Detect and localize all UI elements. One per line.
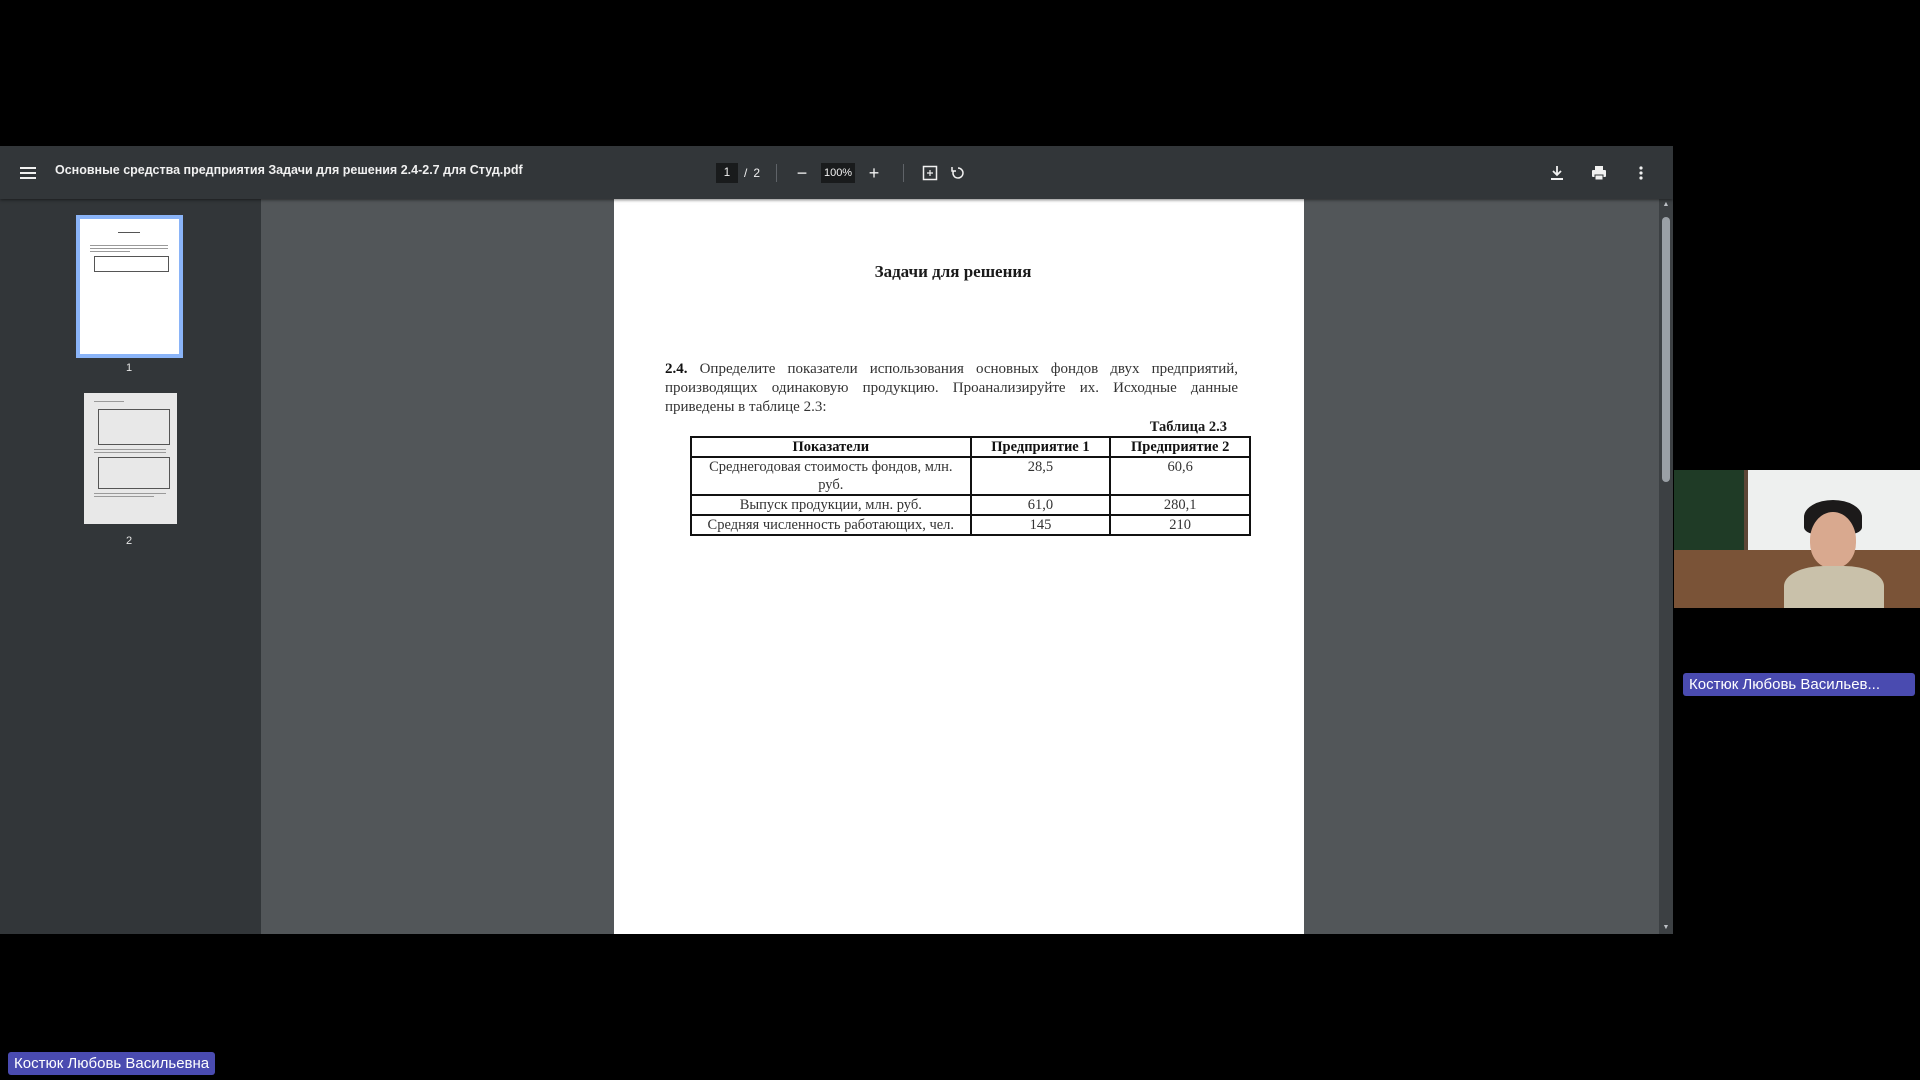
- thumb-text-line: [94, 449, 166, 450]
- task-text: Определите показатели использования основных фондов двух предприятий, производящих одинаковую продукцию. Проанализируйте их. Исходные данные приведены в таблице 2.3:: [665, 361, 1238, 415]
- scroll-thumb[interactable]: [1662, 217, 1670, 482]
- thumbnail-sidebar: [0, 199, 261, 934]
- page-number-input[interactable]: [716, 163, 738, 183]
- table-header: Показатели: [691, 437, 971, 457]
- toolbar-divider: [776, 164, 777, 182]
- table-row: [691, 515, 1250, 535]
- toolbar-divider: [903, 164, 904, 182]
- table-row: [691, 457, 1250, 495]
- thumb-text-line: [94, 493, 166, 494]
- video-person-face: [1810, 512, 1856, 568]
- thumb-text-line: [94, 452, 166, 453]
- video-name-badge: Костюк Любовь Васильев...: [1683, 673, 1915, 696]
- thumb-text-line: [90, 245, 168, 246]
- zoom-in-icon[interactable]: +: [868, 162, 880, 183]
- thumb-text-line: [94, 401, 124, 402]
- page-total: 2: [753, 166, 761, 180]
- thumb-text-line: [94, 496, 154, 497]
- thumb-table: [94, 256, 169, 272]
- task-paragraph: [665, 360, 1238, 417]
- zoom-out-icon[interactable]: −: [796, 162, 808, 183]
- thumb-text-line: [90, 251, 130, 252]
- scroll-down-icon[interactable]: ▼: [1662, 924, 1670, 931]
- pdf-toolbar: [0, 146, 1673, 199]
- table-cell: Средняя численность работающих, чел.: [691, 515, 971, 535]
- download-icon[interactable]: [1543, 159, 1571, 187]
- video-blackboard: [1674, 470, 1744, 550]
- table-cell: 280,1: [1110, 495, 1250, 515]
- presenter-name-badge: Костюк Любовь Васильевна: [8, 1052, 215, 1075]
- participant-video[interactable]: [1674, 470, 1920, 608]
- page-controls: [716, 159, 972, 187]
- thumb-table: [98, 409, 170, 445]
- thumb-heading-line: [118, 232, 140, 233]
- fit-page-icon[interactable]: [916, 159, 944, 187]
- table-header: Предприятие 1: [971, 437, 1111, 457]
- zoom-input[interactable]: [821, 163, 855, 183]
- table-cell: 145: [971, 515, 1111, 535]
- thumb-table: [98, 457, 170, 489]
- table-cell: 61,0: [971, 495, 1111, 515]
- pdf-page: [614, 199, 1304, 934]
- video-person-body: [1784, 566, 1884, 608]
- table-cell: 60,6: [1110, 457, 1250, 495]
- thumbnail-label: 2: [126, 535, 133, 547]
- table-cell: 28,5: [971, 457, 1111, 495]
- scroll-up-icon[interactable]: ▲: [1662, 201, 1670, 208]
- table-caption: Таблица 2.3: [1149, 419, 1227, 435]
- table-header: Предприятие 2: [1110, 437, 1250, 457]
- page-thumbnail-1[interactable]: [80, 219, 179, 354]
- page-separator: /: [744, 166, 748, 180]
- table-cell: Выпуск продукции, млн. руб.: [691, 495, 971, 515]
- table-cell: 210: [1110, 515, 1250, 535]
- document-title: Основные средства предприятия Задачи для решения 2.4-2.7 для Студ.pdf: [55, 163, 523, 177]
- thumb-text-line: [90, 248, 168, 249]
- vertical-scrollbar[interactable]: [1659, 199, 1673, 934]
- page-thumbnail-2[interactable]: [84, 393, 177, 524]
- page-heading: Задачи для решения: [874, 262, 1032, 281]
- table-cell: Среднегодовая стоимость фондов, млн. руб.: [691, 457, 971, 495]
- pdf-viewer: [0, 146, 1673, 934]
- table-header-row: [691, 437, 1250, 457]
- task-number: 2.4.: [665, 361, 688, 377]
- more-vert-icon[interactable]: [1627, 159, 1655, 187]
- print-icon[interactable]: [1585, 159, 1613, 187]
- table-row: [691, 495, 1250, 515]
- thumbnail-label: 1: [126, 362, 133, 374]
- rotate-icon[interactable]: [944, 159, 972, 187]
- menu-icon[interactable]: [14, 159, 42, 187]
- toolbar-actions: [1543, 159, 1655, 187]
- data-table: [690, 436, 1251, 536]
